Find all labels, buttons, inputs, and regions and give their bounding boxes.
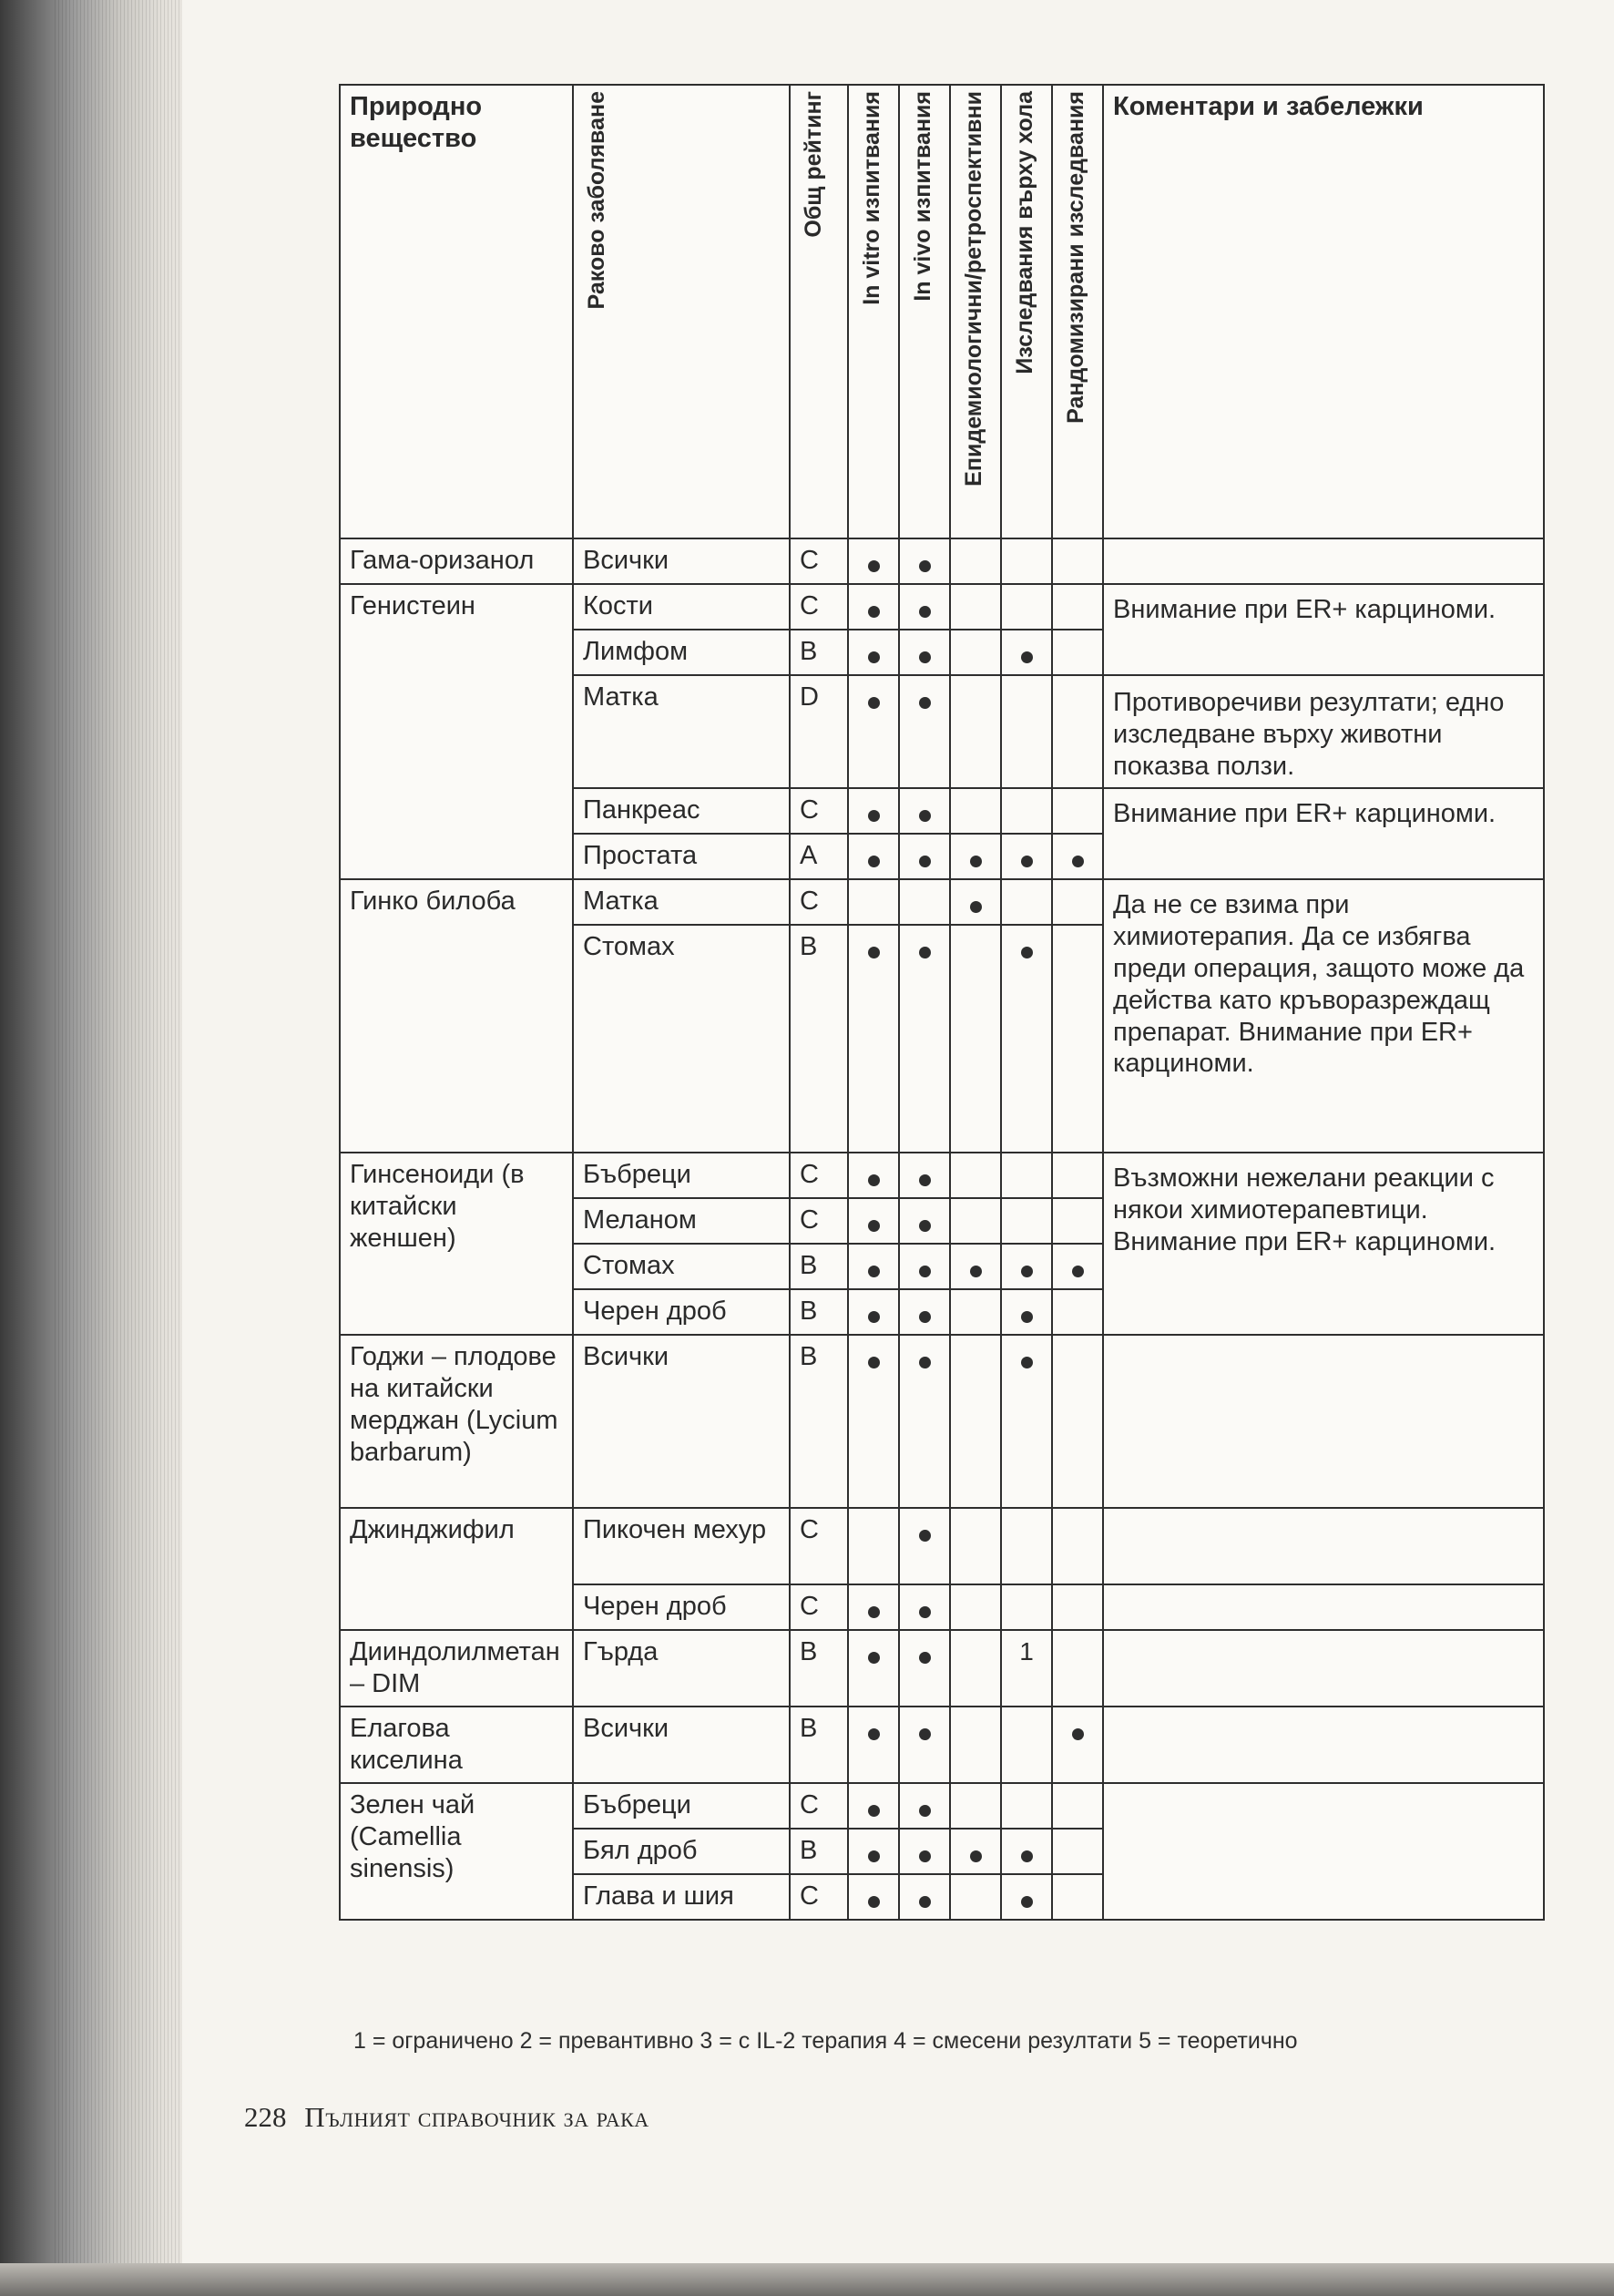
invivo-cell [899, 879, 950, 925]
invitro-cell [848, 925, 899, 1153]
invitro-cell [848, 1829, 899, 1874]
bullet-dot-icon [868, 651, 880, 663]
rating-cell: C [790, 538, 848, 584]
header-rating: Общ рейтинг [790, 85, 848, 538]
bullet-dot-icon [1072, 1728, 1084, 1740]
invivo-cell [899, 1630, 950, 1707]
epi-cell [950, 1198, 1001, 1244]
human-cell [1001, 1829, 1052, 1874]
human-cell [1001, 1707, 1052, 1783]
bullet-dot-icon [868, 1850, 880, 1862]
epi-cell [950, 1874, 1001, 1920]
rating-cell: B [790, 1335, 848, 1508]
epi-cell [950, 1508, 1001, 1584]
cancer-cell: Пикочен мехур [573, 1508, 790, 1584]
rating-cell: B [790, 1289, 848, 1335]
bullet-dot-icon [919, 1220, 931, 1232]
bullet-dot-icon [1021, 1266, 1033, 1277]
bullet-dot-icon [1021, 651, 1033, 663]
bullet-dot-icon [1021, 856, 1033, 867]
invivo-cell [899, 1707, 950, 1783]
bullet-dot-icon [919, 1606, 931, 1618]
table-row [340, 879, 1544, 925]
invivo-cell [899, 1289, 950, 1335]
epi-cell [950, 1289, 1001, 1335]
epi-cell [950, 1707, 1001, 1783]
table-row [340, 584, 1544, 630]
bullet-dot-icon [868, 810, 880, 822]
invitro-cell [848, 1335, 899, 1508]
bullet-dot-icon [868, 560, 880, 572]
random-cell [1052, 879, 1103, 925]
bullet-dot-icon [1021, 1311, 1033, 1323]
bullet-dot-icon [919, 1357, 931, 1368]
random-cell [1052, 1335, 1103, 1508]
bullet-dot-icon [970, 1850, 982, 1862]
page-footer [244, 2101, 649, 2134]
bullet-dot-icon [868, 1606, 880, 1618]
table-row [340, 1630, 1544, 1707]
bullet-dot-icon [919, 810, 931, 822]
substance-cell: Гинко билоба [340, 879, 573, 1153]
bullet-dot-icon [919, 1850, 931, 1862]
bullet-dot-icon [970, 856, 982, 867]
cancer-cell: Стомах [573, 925, 790, 1153]
invivo-cell [899, 1829, 950, 1874]
rating-cell: C [790, 1198, 848, 1244]
comment-cell: Внимание при ER+ карциноми. [1103, 788, 1544, 879]
comment-cell [1103, 1783, 1544, 1920]
bullet-dot-icon [919, 1311, 931, 1323]
human-cell [1001, 538, 1052, 584]
rating-cell: C [790, 788, 848, 834]
book-binding [0, 0, 209, 2296]
invitro-cell [848, 1508, 899, 1584]
bullet-dot-icon [919, 651, 931, 663]
epi-cell [950, 1335, 1001, 1508]
header-randomized: Рандомизирани изследвания [1052, 85, 1103, 538]
table-row [340, 1508, 1544, 1584]
human-cell [1001, 1198, 1052, 1244]
random-cell [1052, 1289, 1103, 1335]
random-cell [1052, 1584, 1103, 1630]
invitro-cell [848, 584, 899, 630]
human-cell [1001, 1584, 1052, 1630]
invitro-cell [848, 879, 899, 925]
invivo-cell [899, 538, 950, 584]
rating-cell: C [790, 879, 848, 925]
invivo-cell [899, 1508, 950, 1584]
comment-cell: Възможни нежелани реакции с някои химиотерапевтици. Внимание при ER+ карциноми. [1103, 1153, 1544, 1335]
bullet-dot-icon [1072, 1266, 1084, 1277]
bullet-dot-icon [1021, 947, 1033, 958]
epi-cell [950, 1153, 1001, 1198]
rating-cell: B [790, 1630, 848, 1707]
cancer-cell: Меланом [573, 1198, 790, 1244]
invitro-cell [848, 1630, 899, 1707]
bullet-dot-icon [1072, 856, 1084, 867]
header-epidemiological: Епидемиологични/ретроспективни [950, 85, 1001, 538]
bullet-dot-icon [868, 1805, 880, 1817]
header-substance: Природно вещество [340, 85, 573, 538]
substance-cell: Дииндолилметан – DIM [340, 1630, 573, 1707]
epi-cell [950, 538, 1001, 584]
random-cell [1052, 1508, 1103, 1584]
human-cell [1001, 925, 1052, 1153]
random-cell [1052, 630, 1103, 675]
cancer-cell: Черен дроб [573, 1289, 790, 1335]
bullet-dot-icon [868, 1896, 880, 1908]
bullet-dot-icon [919, 697, 931, 709]
invivo-cell [899, 1153, 950, 1198]
bullet-dot-icon [919, 606, 931, 618]
human-cell [1001, 1335, 1052, 1508]
comment-cell [1103, 1584, 1544, 1630]
invitro-cell [848, 1584, 899, 1630]
substance-cell: Гама-оризанол [340, 538, 573, 584]
epi-cell [950, 1584, 1001, 1630]
invivo-cell [899, 1874, 950, 1920]
comment-cell [1103, 1707, 1544, 1783]
human-cell [1001, 630, 1052, 675]
cancer-cell: Кости [573, 584, 790, 630]
random-cell [1052, 1707, 1103, 1783]
cancer-cell: Всички [573, 1707, 790, 1783]
cancer-cell: Матка [573, 879, 790, 925]
bullet-dot-icon [919, 1530, 931, 1542]
cancer-cell: Бъбреци [573, 1783, 790, 1829]
bullet-dot-icon [868, 947, 880, 958]
human-cell [1001, 1289, 1052, 1335]
header-row [340, 85, 1544, 538]
random-cell [1052, 675, 1103, 788]
bullet-dot-icon [970, 1266, 982, 1277]
invivo-cell [899, 1783, 950, 1829]
human-cell [1001, 584, 1052, 630]
comment-cell [1103, 1630, 1544, 1707]
bullet-dot-icon [868, 1728, 880, 1740]
comment-cell [1103, 538, 1544, 584]
rating-cell: C [790, 1783, 848, 1829]
bullet-dot-icon [919, 1174, 931, 1186]
substance-cell: Елагова киселина [340, 1707, 573, 1783]
substances-table [339, 84, 1545, 1921]
comment-cell: Да не се взима при химиотерапия. Да се избягва преди операция, защото може да действа като кръворазреждащ препарат. Внимание при ER+ карциноми. [1103, 879, 1544, 1153]
invitro-cell [848, 834, 899, 879]
bullet-dot-icon [868, 1220, 880, 1232]
epi-cell [950, 1829, 1001, 1874]
invivo-cell [899, 630, 950, 675]
substance-cell: Гинсеноиди (в китайски женшен) [340, 1153, 573, 1335]
human-cell [1001, 1244, 1052, 1289]
bullet-dot-icon [1021, 1357, 1033, 1368]
invitro-cell [848, 630, 899, 675]
random-cell [1052, 1829, 1103, 1874]
cancer-cell: Стомах [573, 1244, 790, 1289]
substance-cell: Генистеин [340, 584, 573, 879]
header-human-studies: Изследвания върху хола [1001, 85, 1052, 538]
table-row [340, 1783, 1544, 1829]
human-cell [1001, 1783, 1052, 1829]
cancer-cell: Черен дроб [573, 1584, 790, 1630]
epi-cell [950, 879, 1001, 925]
cancer-cell: Гърда [573, 1630, 790, 1707]
cancer-cell: Панкреас [573, 788, 790, 834]
bullet-dot-icon [919, 856, 931, 867]
epi-cell [950, 925, 1001, 1153]
random-cell [1052, 538, 1103, 584]
comment-cell [1103, 1508, 1544, 1584]
header-invitro: In vitro изпитвания [848, 85, 899, 538]
random-cell [1052, 1874, 1103, 1920]
epi-cell [950, 1244, 1001, 1289]
invitro-cell [848, 538, 899, 584]
rating-cell: C [790, 1153, 848, 1198]
bullet-dot-icon [1021, 1850, 1033, 1862]
invivo-cell [899, 1584, 950, 1630]
human-cell [1001, 1874, 1052, 1920]
invivo-cell [899, 584, 950, 630]
comment-cell [1103, 1335, 1544, 1508]
rating-cell: B [790, 1829, 848, 1874]
invitro-cell [848, 1874, 899, 1920]
rating-cell: B [790, 925, 848, 1153]
cell-note-number: 1 [1019, 1637, 1034, 1666]
human-cell [1001, 1630, 1052, 1707]
rating-cell: C [790, 1874, 848, 1920]
bullet-dot-icon [868, 1174, 880, 1186]
bullet-dot-icon [919, 947, 931, 958]
comment-cell: Противоречиви резултати; едно изследване върху животни показва ползи. [1103, 675, 1544, 788]
header-invivo: In vivo изпитвания [899, 85, 950, 538]
invivo-cell [899, 925, 950, 1153]
rating-cell: C [790, 584, 848, 630]
bullet-dot-icon [919, 1896, 931, 1908]
random-cell [1052, 1244, 1103, 1289]
bullet-dot-icon [919, 1652, 931, 1664]
page-bottom-edge [0, 2263, 1614, 2296]
random-cell [1052, 1630, 1103, 1707]
rating-cell: D [790, 675, 848, 788]
random-cell [1052, 1198, 1103, 1244]
epi-cell [950, 1783, 1001, 1829]
epi-cell [950, 675, 1001, 788]
bullet-dot-icon [970, 901, 982, 913]
random-cell [1052, 584, 1103, 630]
table-row [340, 538, 1544, 584]
page-number: 228 [244, 2101, 287, 2133]
table-row [340, 1707, 1544, 1783]
book-title: Пълният справочник за рака [304, 2101, 649, 2133]
invitro-cell [848, 675, 899, 788]
random-cell [1052, 1153, 1103, 1198]
invitro-cell [848, 1153, 899, 1198]
epi-cell [950, 584, 1001, 630]
rating-cell: A [790, 834, 848, 879]
table-row [340, 1335, 1544, 1508]
epi-cell [950, 834, 1001, 879]
cancer-cell: Бял дроб [573, 1829, 790, 1874]
human-cell [1001, 675, 1052, 788]
invitro-cell [848, 788, 899, 834]
random-cell [1052, 1783, 1103, 1829]
human-cell [1001, 788, 1052, 834]
header-comments: Коментари и забележки [1103, 85, 1544, 538]
bullet-dot-icon [868, 856, 880, 867]
rating-cell: B [790, 630, 848, 675]
cancer-cell: Матка [573, 675, 790, 788]
invitro-cell [848, 1198, 899, 1244]
invitro-cell [848, 1783, 899, 1829]
epi-cell [950, 630, 1001, 675]
bullet-dot-icon [868, 1652, 880, 1664]
cancer-cell: Глава и шия [573, 1874, 790, 1920]
bullet-dot-icon [868, 606, 880, 618]
cancer-cell: Бъбреци [573, 1153, 790, 1198]
bullet-dot-icon [919, 1728, 931, 1740]
substance-cell: Зелен чай (Camellia sinensis) [340, 1783, 573, 1920]
invivo-cell [899, 834, 950, 879]
invitro-cell [848, 1289, 899, 1335]
human-cell [1001, 1508, 1052, 1584]
bullet-dot-icon [1021, 1896, 1033, 1908]
rating-cell: C [790, 1508, 848, 1584]
random-cell [1052, 788, 1103, 834]
comment-cell: Внимание при ER+ карциноми. [1103, 584, 1544, 675]
random-cell [1052, 925, 1103, 1153]
bullet-dot-icon [919, 560, 931, 572]
bullet-dot-icon [868, 1266, 880, 1277]
header-cancer: Раково заболяване [573, 85, 790, 538]
epi-cell [950, 1630, 1001, 1707]
footnote-legend: 1 = ограничено 2 = превантивно 3 = с IL-2 терапия 4 = смесени резултати 5 = теоретично [353, 2028, 1298, 2054]
human-cell [1001, 1153, 1052, 1198]
epi-cell [950, 788, 1001, 834]
cancer-cell: Лимфом [573, 630, 790, 675]
substance-cell: Годжи – плодове на китайски мерджан (Lycium barbarum) [340, 1335, 573, 1508]
cancer-cell: Всички [573, 1335, 790, 1508]
invivo-cell [899, 1198, 950, 1244]
invivo-cell [899, 675, 950, 788]
invivo-cell [899, 1335, 950, 1508]
invitro-cell [848, 1244, 899, 1289]
table-row [340, 1153, 1544, 1198]
bullet-dot-icon [919, 1266, 931, 1277]
rating-cell: C [790, 1584, 848, 1630]
cancer-cell: Всички [573, 538, 790, 584]
bullet-dot-icon [868, 1357, 880, 1368]
random-cell [1052, 834, 1103, 879]
human-cell [1001, 879, 1052, 925]
invivo-cell [899, 788, 950, 834]
bullet-dot-icon [919, 1805, 931, 1817]
bullet-dot-icon [868, 1311, 880, 1323]
rating-cell: B [790, 1244, 848, 1289]
bullet-dot-icon [868, 697, 880, 709]
invivo-cell [899, 1244, 950, 1289]
cancer-cell: Простата [573, 834, 790, 879]
rating-cell: B [790, 1707, 848, 1783]
human-cell [1001, 834, 1052, 879]
invitro-cell [848, 1707, 899, 1783]
substance-cell: Джинджифил [340, 1508, 573, 1630]
